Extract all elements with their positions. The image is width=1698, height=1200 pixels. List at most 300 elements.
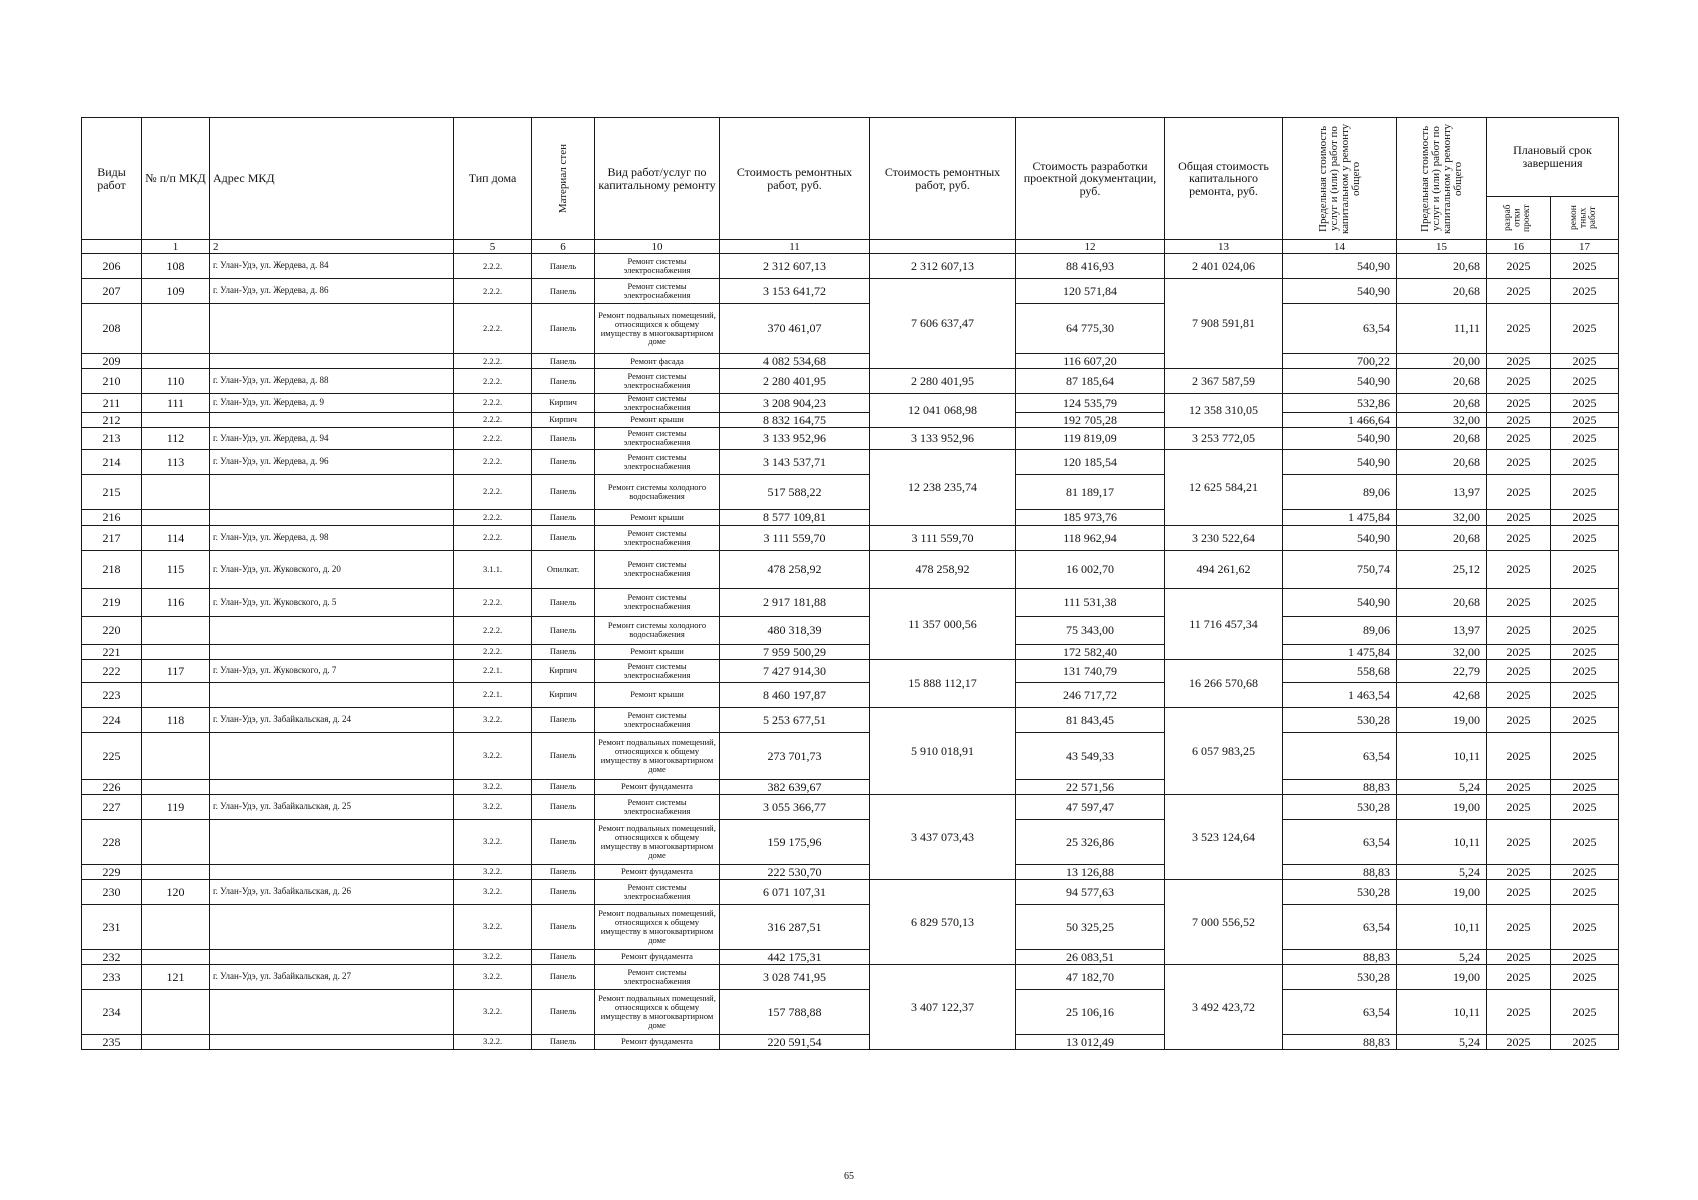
house-type: 3.2.2.	[454, 989, 532, 1034]
repair-cost: 4 082 534,68	[720, 354, 870, 369]
house-type: 3.2.2.	[454, 964, 532, 989]
wall-material: Панель	[532, 707, 595, 732]
repair-year: 2025	[1551, 779, 1619, 794]
repair-cost: 480 318,39	[720, 616, 870, 644]
repair-year: 2025	[1551, 449, 1619, 474]
work-kind: Ремонт системы электроснабжения	[595, 964, 720, 989]
limit-cost-2: 19,00	[1397, 707, 1487, 732]
column-numbers-row	[82, 240, 1619, 254]
repair-cost: 220 591,54	[720, 1034, 870, 1049]
wall-material: Панель	[532, 509, 595, 525]
repair-cost-total: 3 111 559,70	[870, 525, 1016, 550]
repair-cost: 8 832 164,75	[720, 412, 870, 427]
house-type: 2.2.2.	[454, 354, 532, 369]
mkd-number: 119	[142, 794, 210, 819]
repair-year: 2025	[1551, 354, 1619, 369]
row-number: 221	[82, 644, 142, 659]
limit-cost-2: 13,97	[1397, 616, 1487, 644]
design-year: 2025	[1487, 707, 1551, 732]
work-kind: Ремонт крыши	[595, 509, 720, 525]
design-cost: 172 582,40	[1016, 644, 1165, 659]
limit-cost-2: 5,24	[1397, 779, 1487, 794]
row-number: 226	[82, 779, 142, 794]
repair-cost: 316 287,51	[720, 904, 870, 949]
design-cost: 43 549,33	[1016, 732, 1165, 779]
work-kind: Ремонт подвальных помещений, относящихся к общему имуществу в многоквартирном доме	[595, 304, 720, 354]
design-year: 2025	[1487, 427, 1551, 449]
repair-cost: 2 312 607,13	[720, 254, 870, 279]
repair-year: 2025	[1551, 588, 1619, 616]
mkd-address	[210, 819, 454, 864]
limit-cost-2: 10,11	[1397, 819, 1487, 864]
design-year: 2025	[1487, 509, 1551, 525]
design-year: 2025	[1487, 369, 1551, 394]
repair-year: 2025	[1551, 794, 1619, 819]
house-type: 2.2.2.	[454, 588, 532, 616]
table-row	[82, 864, 1619, 879]
colnum	[82, 240, 142, 254]
page-number: 65	[844, 1171, 854, 1182]
table-header	[82, 118, 1619, 254]
repair-cost: 159 175,96	[720, 819, 870, 864]
limit-cost-1: 530,28	[1283, 879, 1397, 904]
row-number: 210	[82, 369, 142, 394]
design-cost: 246 717,72	[1016, 682, 1165, 707]
repair-cost: 7 959 500,29	[720, 644, 870, 659]
mkd-address	[210, 474, 454, 509]
wall-material: Панель	[532, 732, 595, 779]
limit-cost-1: 1 463,54	[1283, 682, 1397, 707]
header-design-cost: Стоимость разработки проектной документации, руб.	[1016, 118, 1165, 240]
work-kind: Ремонт фундамента	[595, 1034, 720, 1049]
colnum: 6	[532, 240, 595, 254]
design-cost: 94 577,63	[1016, 879, 1165, 904]
table-row	[82, 644, 1619, 659]
limit-cost-2: 22,79	[1397, 659, 1487, 682]
table-row	[82, 1034, 1619, 1049]
wall-material: Панель	[532, 588, 595, 616]
limit-cost-2: 20,68	[1397, 369, 1487, 394]
work-kind: Ремонт системы холодного водоснабжения	[595, 616, 720, 644]
mkd-number: 113	[142, 449, 210, 474]
limit-cost-2: 10,11	[1397, 732, 1487, 779]
row-number: 235	[82, 1034, 142, 1049]
table-row	[82, 550, 1619, 588]
row-number: 227	[82, 794, 142, 819]
house-type: 3.2.2.	[454, 794, 532, 819]
table-row	[82, 989, 1619, 1034]
mkd-address: г. Улан-Удэ, ул. Жердева, д. 9	[210, 394, 454, 413]
house-type: 3.2.2.	[454, 1034, 532, 1049]
repair-cost: 3 111 559,70	[720, 525, 870, 550]
limit-cost-2: 20,68	[1397, 427, 1487, 449]
limit-cost-2: 20,68	[1397, 279, 1487, 304]
row-number: 234	[82, 989, 142, 1034]
house-type: 2.2.1.	[454, 682, 532, 707]
row-number: 219	[82, 588, 142, 616]
limit-cost-1: 530,28	[1283, 964, 1397, 989]
design-year: 2025	[1487, 904, 1551, 949]
total-cost: 2 367 587,59	[1165, 369, 1283, 394]
header-total-cost: Общая стоимость капитального ремонта, руб.	[1165, 118, 1283, 240]
row-number: 220	[82, 616, 142, 644]
wall-material: Панель	[532, 819, 595, 864]
row-number: 217	[82, 525, 142, 550]
mkd-number	[142, 949, 210, 964]
limit-cost-2: 19,00	[1397, 794, 1487, 819]
table-row	[82, 732, 1619, 779]
repair-year: 2025	[1551, 550, 1619, 588]
mkd-address: г. Улан-Удэ, ул. Жуковского, д. 5	[210, 588, 454, 616]
house-type: 3.2.2.	[454, 949, 532, 964]
limit-cost-1: 63,54	[1283, 819, 1397, 864]
table-row	[82, 394, 1619, 413]
row-number: 230	[82, 879, 142, 904]
work-kind: Ремонт системы электроснабжения	[595, 369, 720, 394]
table-row	[82, 509, 1619, 525]
repair-cost-total: 6 829 570,13	[870, 879, 1016, 964]
work-kind: Ремонт крыши	[595, 412, 720, 427]
header-planned-date: Плановый срок завершения	[1487, 118, 1619, 197]
table-row	[82, 412, 1619, 427]
mkd-number	[142, 819, 210, 864]
design-year: 2025	[1487, 525, 1551, 550]
total-cost: 2 401 024,06	[1165, 254, 1283, 279]
work-kind: Ремонт фундамента	[595, 864, 720, 879]
wall-material: Панель	[532, 794, 595, 819]
design-year: 2025	[1487, 474, 1551, 509]
total-cost: 11 716 457,34	[1165, 588, 1283, 659]
limit-cost-1: 532,86	[1283, 394, 1397, 413]
repair-cost: 2 280 401,95	[720, 369, 870, 394]
design-cost: 81 189,17	[1016, 474, 1165, 509]
limit-cost-1: 530,28	[1283, 707, 1397, 732]
colnum: 17	[1551, 240, 1619, 254]
header-sub-repair: ремон тных работ	[1551, 197, 1619, 240]
house-type: 2.2.2.	[454, 449, 532, 474]
repair-cost-total: 12 238 235,74	[870, 449, 1016, 525]
table-row	[82, 819, 1619, 864]
total-cost: 6 057 983,25	[1165, 707, 1283, 794]
mkd-number: 114	[142, 525, 210, 550]
design-year: 2025	[1487, 394, 1551, 413]
mkd-address	[210, 949, 454, 964]
mkd-number	[142, 682, 210, 707]
repair-year: 2025	[1551, 525, 1619, 550]
house-type: 2.2.2.	[454, 412, 532, 427]
colnum: 1	[142, 240, 210, 254]
house-type: 2.2.2.	[454, 616, 532, 644]
work-kind: Ремонт системы электроснабжения	[595, 254, 720, 279]
total-cost: 12 358 310,05	[1165, 394, 1283, 428]
row-number: 213	[82, 427, 142, 449]
wall-material: Панель	[532, 949, 595, 964]
house-type: 2.2.2.	[454, 304, 532, 354]
repair-year: 2025	[1551, 964, 1619, 989]
wall-material: Панель	[532, 989, 595, 1034]
mkd-number: 118	[142, 707, 210, 732]
repair-year: 2025	[1551, 474, 1619, 509]
row-number: 228	[82, 819, 142, 864]
work-kind: Ремонт подвальных помещений, относящихся к общему имуществу в многоквартирном доме	[595, 989, 720, 1034]
capital-repair-table	[81, 117, 1619, 1050]
table-row	[82, 879, 1619, 904]
table-row	[82, 616, 1619, 644]
mkd-number: 115	[142, 550, 210, 588]
design-year: 2025	[1487, 732, 1551, 779]
table-row	[82, 474, 1619, 509]
limit-cost-2: 5,24	[1397, 864, 1487, 879]
mkd-number	[142, 616, 210, 644]
header-sub-design: разраб отки проект	[1487, 197, 1551, 240]
design-cost: 88 416,93	[1016, 254, 1165, 279]
house-type: 3.2.2.	[454, 864, 532, 879]
repair-year: 2025	[1551, 949, 1619, 964]
mkd-number: 117	[142, 659, 210, 682]
table-row	[82, 659, 1619, 682]
row-number: 218	[82, 550, 142, 588]
design-year: 2025	[1487, 449, 1551, 474]
wall-material: Панель	[532, 304, 595, 354]
repair-cost: 370 461,07	[720, 304, 870, 354]
work-kind: Ремонт системы электроснабжения	[595, 659, 720, 682]
repair-year: 2025	[1551, 1034, 1619, 1049]
row-number: 212	[82, 412, 142, 427]
colnum: 2	[210, 240, 454, 254]
mkd-number: 116	[142, 588, 210, 616]
row-number: 206	[82, 254, 142, 279]
mkd-number	[142, 644, 210, 659]
mkd-address: г. Улан-Удэ, ул. Жердева, д. 86	[210, 279, 454, 304]
house-type: 2.2.2.	[454, 369, 532, 394]
repair-cost: 222 530,70	[720, 864, 870, 879]
work-kind: Ремонт системы электроснабжения	[595, 707, 720, 732]
wall-material: Панель	[532, 1034, 595, 1049]
house-type: 2.2.2.	[454, 525, 532, 550]
total-cost: 3 523 124,64	[1165, 794, 1283, 879]
total-cost: 3 492 423,72	[1165, 964, 1283, 1049]
wall-material: Кирпич	[532, 659, 595, 682]
repair-year: 2025	[1551, 707, 1619, 732]
repair-cost: 3 208 904,23	[720, 394, 870, 413]
limit-cost-2: 20,00	[1397, 354, 1487, 369]
design-cost: 26 083,51	[1016, 949, 1165, 964]
house-type: 3.2.2.	[454, 707, 532, 732]
limit-cost-1: 530,28	[1283, 794, 1397, 819]
repair-cost-total: 3 437 073,43	[870, 794, 1016, 879]
table-row	[82, 449, 1619, 474]
limit-cost-2: 20,68	[1397, 525, 1487, 550]
mkd-address: г. Улан-Удэ, ул. Забайкальская, д. 24	[210, 707, 454, 732]
mkd-number: 121	[142, 964, 210, 989]
repair-year: 2025	[1551, 659, 1619, 682]
repair-cost: 3 055 366,77	[720, 794, 870, 819]
mkd-number	[142, 779, 210, 794]
mkd-address	[210, 616, 454, 644]
table-row	[82, 427, 1619, 449]
limit-cost-1: 540,90	[1283, 369, 1397, 394]
design-year: 2025	[1487, 949, 1551, 964]
table-row	[82, 304, 1619, 354]
house-type: 2.2.2.	[454, 509, 532, 525]
house-type: 2.2.2.	[454, 644, 532, 659]
design-cost: 111 531,38	[1016, 588, 1165, 616]
table-row	[82, 794, 1619, 819]
repair-cost-total: 2 280 401,95	[870, 369, 1016, 394]
mkd-number	[142, 509, 210, 525]
design-cost: 25 326,86	[1016, 819, 1165, 864]
repair-year: 2025	[1551, 682, 1619, 707]
work-kind: Ремонт фундамента	[595, 949, 720, 964]
repair-year: 2025	[1551, 732, 1619, 779]
repair-cost: 3 133 952,96	[720, 427, 870, 449]
row-number: 208	[82, 304, 142, 354]
header-wall-material: Материал стен	[532, 118, 595, 240]
row-number: 223	[82, 682, 142, 707]
repair-cost: 7 427 914,30	[720, 659, 870, 682]
mkd-number: 120	[142, 879, 210, 904]
work-kind: Ремонт системы электроснабжения	[595, 427, 720, 449]
limit-cost-1: 88,83	[1283, 949, 1397, 964]
header-address: Адрес МКД	[210, 118, 454, 240]
table-row	[82, 525, 1619, 550]
limit-cost-1: 1 475,84	[1283, 509, 1397, 525]
house-type: 3.2.2.	[454, 819, 532, 864]
house-type: 3.2.2.	[454, 732, 532, 779]
repair-cost-total: 11 357 000,56	[870, 588, 1016, 659]
table-row	[82, 588, 1619, 616]
repair-cost-total: 12 041 068,98	[870, 394, 1016, 428]
design-cost: 13 012,49	[1016, 1034, 1165, 1049]
limit-cost-2: 10,11	[1397, 989, 1487, 1034]
mkd-address	[210, 682, 454, 707]
repair-year: 2025	[1551, 394, 1619, 413]
design-cost: 22 571,56	[1016, 779, 1165, 794]
design-cost: 87 185,64	[1016, 369, 1165, 394]
colnum: 15	[1397, 240, 1487, 254]
wall-material: Панель	[532, 474, 595, 509]
house-type: 3.2.2.	[454, 879, 532, 904]
total-cost: 3 253 772,05	[1165, 427, 1283, 449]
work-kind: Ремонт системы электроснабжения	[595, 449, 720, 474]
table-row	[82, 964, 1619, 989]
work-kind: Ремонт системы электроснабжения	[595, 394, 720, 413]
house-type: 2.2.2.	[454, 254, 532, 279]
repair-cost: 273 701,73	[720, 732, 870, 779]
mkd-address	[210, 864, 454, 879]
mkd-number: 110	[142, 369, 210, 394]
mkd-number	[142, 474, 210, 509]
limit-cost-2: 42,68	[1397, 682, 1487, 707]
repair-cost: 157 788,88	[720, 989, 870, 1034]
limit-cost-1: 89,06	[1283, 474, 1397, 509]
repair-year: 2025	[1551, 864, 1619, 879]
wall-material: Панель	[532, 864, 595, 879]
limit-cost-1: 540,90	[1283, 449, 1397, 474]
wall-material: Панель	[532, 449, 595, 474]
colnum: 10	[595, 240, 720, 254]
repair-year: 2025	[1551, 254, 1619, 279]
wall-material: Панель	[532, 879, 595, 904]
mkd-address	[210, 354, 454, 369]
design-cost: 192 705,28	[1016, 412, 1165, 427]
table-row	[82, 949, 1619, 964]
design-year: 2025	[1487, 779, 1551, 794]
mkd-number	[142, 732, 210, 779]
design-year: 2025	[1487, 794, 1551, 819]
work-kind: Ремонт подвальных помещений, относящихся к общему имуществу в многоквартирном доме	[595, 732, 720, 779]
repair-year: 2025	[1551, 279, 1619, 304]
wall-material: Панель	[532, 779, 595, 794]
mkd-number	[142, 304, 210, 354]
repair-cost-total: 3 407 122,37	[870, 964, 1016, 1049]
design-year: 2025	[1487, 864, 1551, 879]
limit-cost-2: 5,24	[1397, 949, 1487, 964]
design-cost: 124 535,79	[1016, 394, 1165, 413]
work-kind: Ремонт подвальных помещений, относящихся к общему имуществу в многоквартирном доме	[595, 819, 720, 864]
limit-cost-1: 88,83	[1283, 779, 1397, 794]
header-house-type: Тип дома	[454, 118, 532, 240]
row-number: 214	[82, 449, 142, 474]
design-year: 2025	[1487, 279, 1551, 304]
repair-cost: 8 460 197,87	[720, 682, 870, 707]
repair-year: 2025	[1551, 509, 1619, 525]
limit-cost-1: 540,90	[1283, 279, 1397, 304]
mkd-address: г. Улан-Удэ, ул. Забайкальская, д. 27	[210, 964, 454, 989]
table-row	[82, 682, 1619, 707]
work-kind: Ремонт подвальных помещений, относящихся к общему имуществу в многоквартирном доме	[595, 904, 720, 949]
work-kind: Ремонт системы электроснабжения	[595, 550, 720, 588]
header-limit-cost-1: Предельная стоимость услуг и (или) работ по капитальном у ремонту общего	[1283, 118, 1397, 240]
mkd-number	[142, 904, 210, 949]
repair-year: 2025	[1551, 644, 1619, 659]
mkd-number	[142, 354, 210, 369]
repair-cost-total: 2 312 607,13	[870, 254, 1016, 279]
repair-cost: 478 258,92	[720, 550, 870, 588]
limit-cost-2: 20,68	[1397, 449, 1487, 474]
house-type: 2.2.2.	[454, 279, 532, 304]
table-body	[82, 254, 1619, 1050]
row-number: 211	[82, 394, 142, 413]
wall-material: Панель	[532, 616, 595, 644]
design-year: 2025	[1487, 254, 1551, 279]
repair-cost-total: 3 133 952,96	[870, 427, 1016, 449]
house-type: 2.2.1.	[454, 659, 532, 682]
design-cost: 25 106,16	[1016, 989, 1165, 1034]
mkd-address: г. Улан-Удэ, ул. Жердева, д. 88	[210, 369, 454, 394]
row-number: 229	[82, 864, 142, 879]
mkd-address: г. Улан-Удэ, ул. Жердева, д. 84	[210, 254, 454, 279]
design-cost: 47 182,70	[1016, 964, 1165, 989]
repair-year: 2025	[1551, 412, 1619, 427]
house-type: 3.2.2.	[454, 904, 532, 949]
repair-cost: 2 917 181,88	[720, 588, 870, 616]
design-year: 2025	[1487, 964, 1551, 989]
mkd-number	[142, 864, 210, 879]
house-type: 3.1.1.	[454, 550, 532, 588]
design-year: 2025	[1487, 682, 1551, 707]
table-row	[82, 707, 1619, 732]
repair-year: 2025	[1551, 304, 1619, 354]
mkd-address	[210, 904, 454, 949]
limit-cost-2: 32,00	[1397, 412, 1487, 427]
total-cost: 494 261,62	[1165, 550, 1283, 588]
table-row	[82, 279, 1619, 304]
row-number: 216	[82, 509, 142, 525]
limit-cost-2: 11,11	[1397, 304, 1487, 354]
design-year: 2025	[1487, 588, 1551, 616]
repair-cost: 382 639,67	[720, 779, 870, 794]
